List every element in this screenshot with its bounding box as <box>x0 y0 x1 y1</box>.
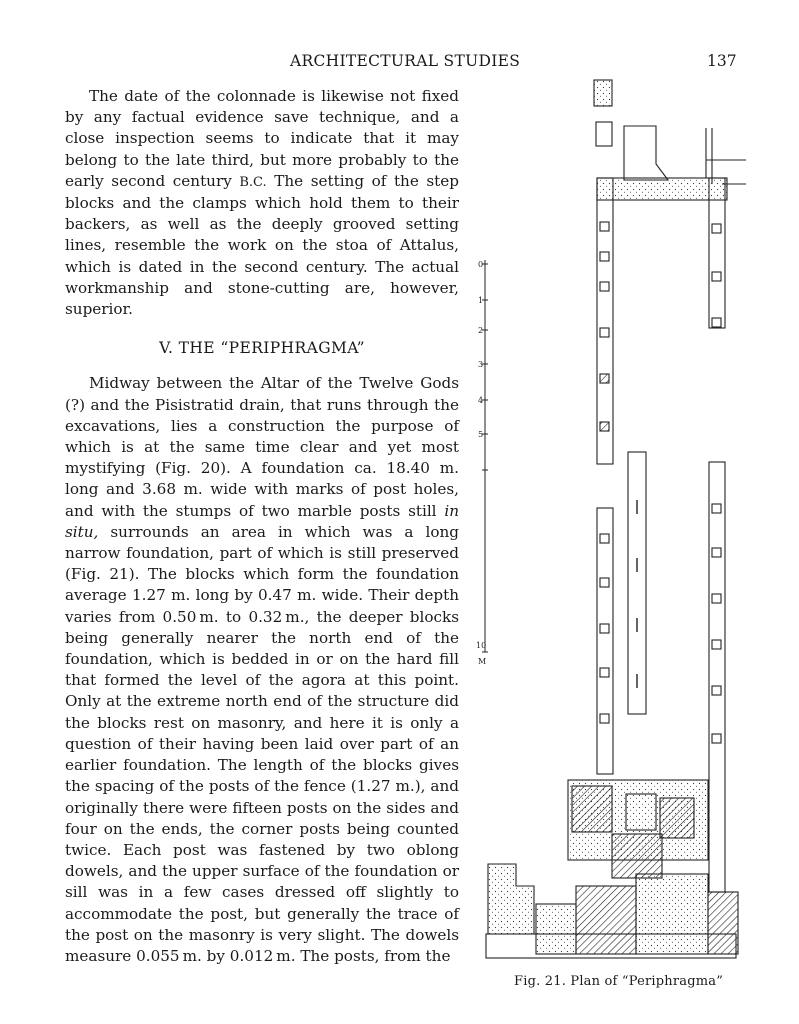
south-masonry <box>486 780 738 958</box>
wall-fragment <box>624 126 668 180</box>
periphragma-plan-figure <box>476 74 746 964</box>
west-foundation-upper <box>597 178 613 464</box>
page-number: 137 <box>707 52 737 70</box>
isolated-block <box>594 80 612 106</box>
figure-caption: Fig. 21. Plan of “Periphragma” <box>514 974 724 989</box>
scale-label: 4 <box>478 396 484 405</box>
scale-label: 3 <box>478 360 484 369</box>
section-heading: V. THE “PERIPHRAGMA” <box>159 339 365 358</box>
scale-bar <box>482 260 488 652</box>
scale-label: 0 <box>478 260 484 269</box>
isolated-block <box>596 122 612 146</box>
paragraph-1: The date of the colonnade is likewise not fixed by any factual evidence save technique, and a close inspection seems to indicate that it may belong to the late third, but more probably to the early second century B.C. The setting of the step blocks and the clamps which hold them to their backers, as well as the deeply grooved setting lines, resemble the work on the stoa of Attalus, which is dated in the second century. The actual workmanship and stone-cutting are, however, superior. <box>65 87 459 319</box>
text-column <box>65 86 459 967</box>
running-header <box>0 52 799 74</box>
paragraph-2: Midway between the Altar of the Twelve Gods (?) and the Pisistratid drain, that runs through the excavations, lies a construction the purpose of which is at the same time clear and yet most mystifying (Fig. 20). A foundation ca. 18.40 m. long and 3.68 m. wide with marks of post holes, and with the stumps of two marble posts still in situ, surrounds an area in which was a long narrow foundation, part of which is still preserved (Fig. 21). The blocks which form the foundation average 1.27 m. long by 0.47 m. wide. Their depth varies from 0.50 m. to 0.32 m., the deeper blocks being generally nearer the north end of the foundation, which is bedded in or on the hard fill that formed the level of the agora at this point. Only at the extreme north end of the structure did the blocks rest on masonry, and here it is only a question of their having been laid over part of an earlier foundation. The length of the blocks gives the spacing of the posts of the fence (1.27 m.), and originally there were fifteen posts on the sides and four on the ends, the corner posts being counted twice. Each post was fastened by two oblong dowels, and the upper surface of the foundation or sill was in a few cases dressed off slightly to accommodate the post, but generally the trace of the post on the masonry is very slight. The dowels measure 0.055 m. by 0.012 m. The posts, from the <box>65 374 459 965</box>
running-title: ARCHITECTURAL STUDIES <box>290 52 521 70</box>
scale-label: 1 <box>478 296 484 305</box>
scale-label: M <box>478 657 487 666</box>
west-foundation-lower <box>597 508 613 774</box>
north-end-foundation <box>597 178 727 200</box>
scale-label: 5 <box>478 430 484 439</box>
scale-label: 2 <box>478 326 484 335</box>
scale-label: 10 <box>476 641 487 650</box>
post-holes <box>600 222 721 743</box>
wall-fragment <box>706 128 746 184</box>
east-foundation-lower <box>709 462 725 892</box>
